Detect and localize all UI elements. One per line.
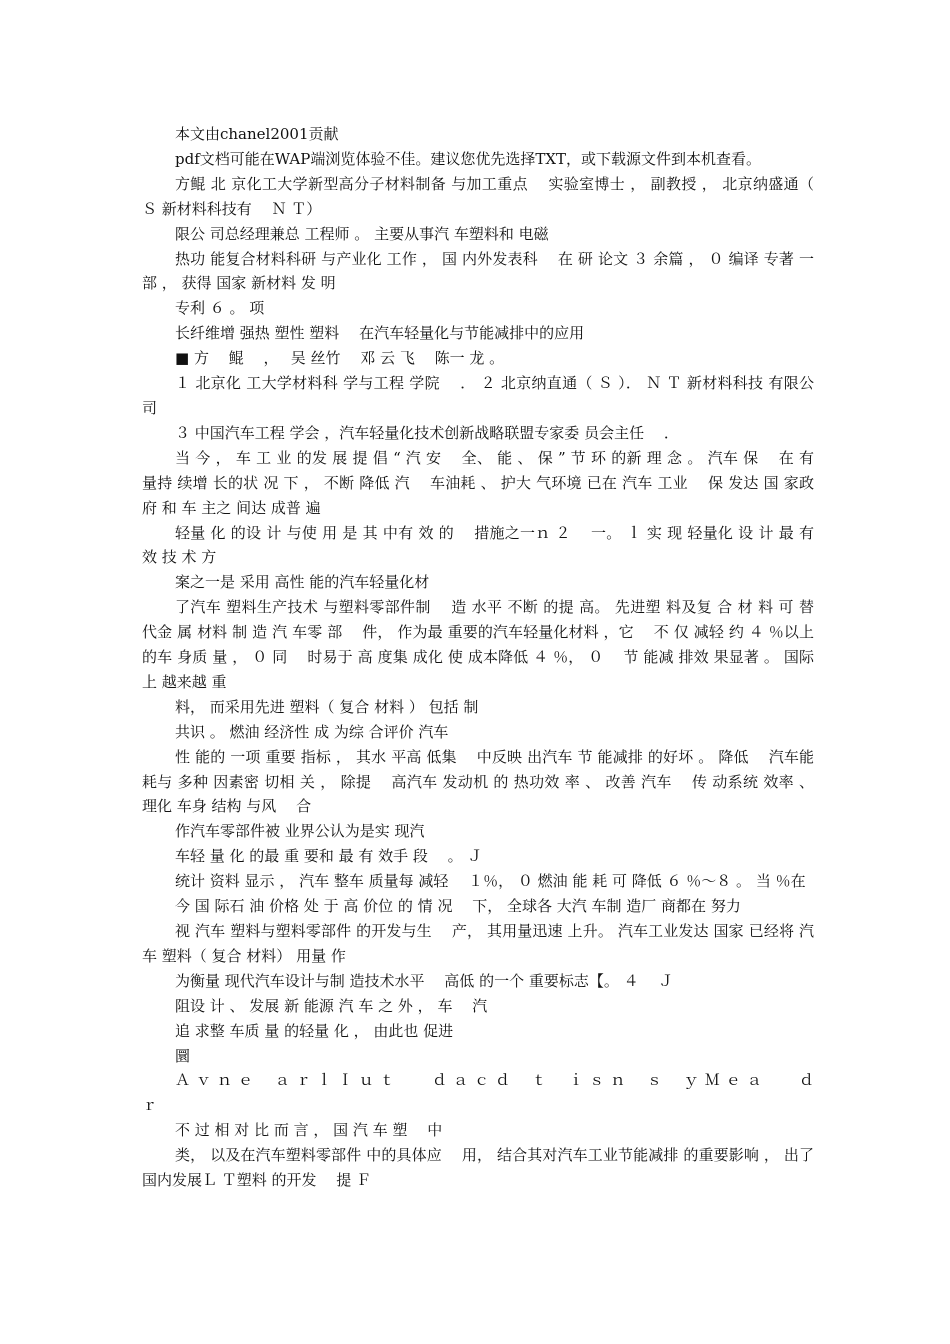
body-paragraph: 车轻 量 化 的最 重 要和 最 有 效手 段 。 Ｊ xyxy=(175,847,483,866)
body-paragraph: 案之一是 采用 高性 能的汽车轻量化材 xyxy=(175,573,430,592)
author-list: ■ 方 鲲 ， 吴 丝竹 邓 云 飞 陈一 龙 。 xyxy=(175,349,505,368)
body-paragraph: 统计 资料 显示 ， 汽车 整车 质量每 减轻 １％， ０ 燃油 能 耗 可 降低 ６ ％～８ 。 当 ％在 xyxy=(175,872,806,891)
viewing-notice: pdf文档可能在WAP端浏览体验不佳。建议您优先选择TXT，或下载源文件到本机查看。 xyxy=(175,149,762,168)
document-body xyxy=(142,122,834,1193)
article-title: 长纤维增 强热 塑性 塑料 在汽车轻量化与节能减排中的应用 xyxy=(175,324,585,343)
body-paragraph: 今 国 际石 油 价格 处 于 高 价位 的 情 况 下， 全球各 大汽 车制 造厂 商都在 努力 xyxy=(175,897,741,916)
body-paragraph: 视 汽车 塑料与塑料零部件 的开发与生 产， 其用量迅速 上升。 汽车工业发达 国家 已经将 汽车 塑料（ 复合 材料） 用量 作 xyxy=(142,922,814,965)
body-paragraph: 为衡量 现代汽车设计与制 造技术水平 高低 的一个 重要标志【。 ４ Ｊ xyxy=(175,971,674,990)
body-paragraph: 作汽车零部件被 业界公认为是实 现汽 xyxy=(175,822,425,841)
body-paragraph: 当 今 ， 车 工 业 的发 展 提 倡 “ 汽 安 全、 能 、 保 ” 节 环 的新 理 念 。 汽车 保 在 有量持 续增 长的状 况 下 ， 不断 降低 汽 车油耗 、 护大 气环境 已在 汽车 工业 保 发达 国 家政 府 和 车 主之 间达 成普 遍 xyxy=(142,448,819,517)
body-paragraph: 性 能的 一项 重要 指标 ， 其水 平高 低集 中反映 出汽车 节 能减排 的好坏 。 降低 汽车能 耗与 多种 因素密 切相 关 ， 除提 高汽车 发动机 的 热功效 率 、 改善 汽车 传 动系统 效率 、 理化 车身 结构 与风 合 xyxy=(142,747,819,816)
body-paragraph: 了汽车 塑料生产技术 与塑料零部件制 造 水平 不断 的提 高。 先进塑 料及复 合 材 料 可 替 代金 属 材料 制 造 汽 车零 部 件， 作为最 重要的汽车轻量化材料 ，它 不 仅 减轻 约 ４ ％以上 的车 身质 量 ， ０ 同 时易于 高 度集 成化 使 成本降低 ４ ％， ０ 节 能减 排效 果显著 。 国际上 越来越 重 xyxy=(142,598,819,691)
affiliation-line: ３ 中国汽车工程 学会 ，汽车轻量化技术创新战略联盟专家委 员会主任 ． xyxy=(175,423,679,442)
author-bio-paragraph: 专利 ６ 。 项 xyxy=(175,299,265,318)
body-paragraph: 共识 。 燃油 经济性 成 为综 合评价 汽车 xyxy=(175,722,449,741)
contributor-line: 本文由chanel2001贡献 xyxy=(175,125,339,143)
affiliation-line: １ 北京化 工大学材料科 学与工程 学院 ． ２ 北京纳直通（ Ｓ ）． Ｎ Ｔ 新材料科技 有限公 司 xyxy=(142,374,819,417)
body-paragraph: 料， 而采用先进 塑料（ 复合 材料 ） 包括 制 xyxy=(175,697,479,716)
body-paragraph: 追 求整 车质 量 的轻量 化 ， 由此也 促进 xyxy=(175,1021,454,1040)
author-bio-paragraph: 限公 司总经理兼总 工程师 。 主要从事汽 车塑料和 电磁 xyxy=(175,224,549,243)
body-paragraph: 圜 xyxy=(175,1046,191,1065)
body-paragraph: 阻设 计 、 发展 新 能源 汽 车 之 外 ， 车 汽 xyxy=(175,996,488,1015)
body-paragraph: 轻量 化 的设 计 与使 用 是 其 中有 效 的 措施之一ｎ ２ 一。 ｌ 实 现 轻量化 设 计 最 有 效 技 术 方 xyxy=(142,523,819,567)
body-paragraph: 类， 以及在汽车塑料零部件 中的具体应 用， 结合其对汽车工业节能减排 的重要影响 ， 出了国内发展Ｌ Ｔ塑料 的开发 提 Ｆ xyxy=(142,1146,814,1190)
author-bio-paragraph: 方鲲 北 京化工大学新型高分子材料制备 与加工重点 实验室博士 ， 副教授 ， 北京纳盛通（ Ｓ 新材料科技有 Ｎ Ｔ） xyxy=(142,174,819,218)
english-abstract-fragment: Ａ ｖ ｎ ｅ ａ ｒ ｌ Ｉ ｕ ｔ ｄ ａ ｃ ｄ ｔ ｉ ｓ ｎ ｓ ｙ Ｍ ｅ ａ ｄ ｒ xyxy=(142,1071,834,1115)
author-bio-paragraph: 热功 能复合材料科研 与产业化 工作 ， 国 内外发表科 在 研 论文 ３ 余篇 ， ０ 编译 专著 一部 ， 获得 国家 新材料 发 明 xyxy=(142,249,814,293)
body-paragraph: 不 过 相 对 比 而 言 ， 国 汽 车 塑 中 xyxy=(175,1121,443,1140)
